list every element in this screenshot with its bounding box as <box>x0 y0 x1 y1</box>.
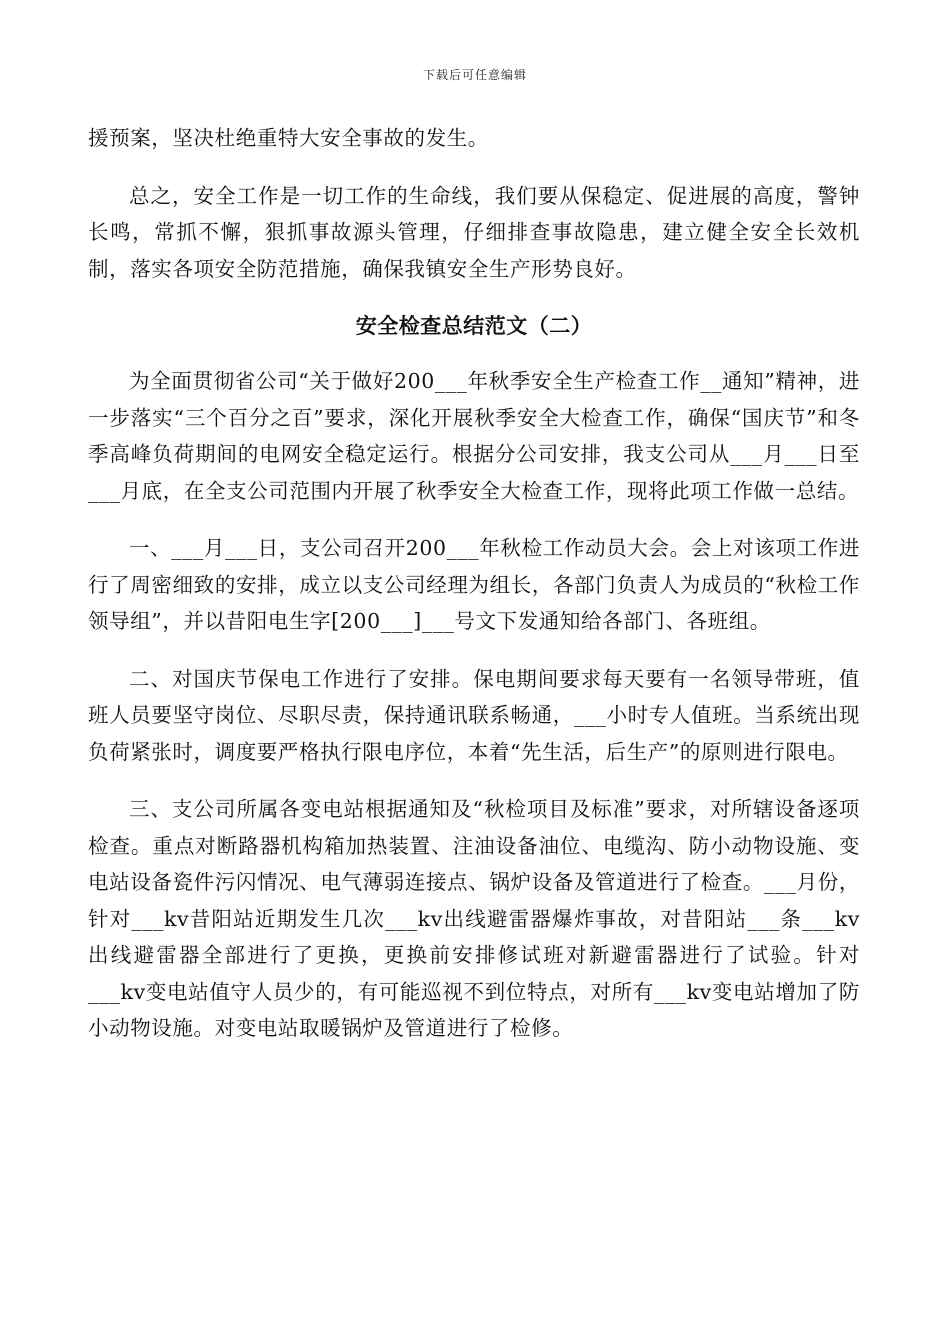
paragraph-item-2: 二、对国庆节保电工作进行了安排。保电期间要求每天要有一名领导带班，值班人员要坚守岗位、尽职尽责，保持通讯联系畅通，___小时专人值班。当系统出现负荷紧张时，调度要严格执行限电序位，本着“先生活，后生产”的原则进行限电。 <box>88 666 860 764</box>
section-title: 安全检查总结范文（二） <box>355 313 593 338</box>
page-header: 下载后可任意编辑 <box>422 68 527 82</box>
paragraph-continuation: 援预案，坚决杜绝重特大安全事故的发生。 <box>88 126 489 150</box>
paragraph-item-3: 三、支公司所属各变电站根据通知及“秋检项目及标准”要求，对所辖设备逐项检查。重点对断路器机构箱加热装置、注油设备油位、电缆沟、防小动物设施、变电站设备瓷件污闪情况、电气薄弱连接点、锅炉设备及管道进行了检查。___月份，针对___kv昔阳站近期发生几次___kv出线避雷器爆炸事故，对昔阳站___条___kv出线避雷器全部进行了更换，更换前安排修试班对新避雷器进行了试验。针对___kv变电站值守人员少的，有可能巡视不到位特点，对所有___kv变电站增加了防小动物设施。对变电站取暖锅炉及管道进行了检修。 <box>88 797 860 1040</box>
paragraph-intro: 为全面贯彻省公司“关于做好200___年秋季安全生产检查工作__通知”精神，进一步落实“三个百分之百”要求，深化开展秋季安全大检查工作，确保“国庆节”和冬季高峰负荷期间的电网安全稳定运行。根据分公司安排，我支公司从___月___日至___月底，在全支公司范围内开展了秋季安全大检查工作，现将此项工作做一总结。 <box>88 369 860 503</box>
paragraph-conclusion: 总之，安全工作是一切工作的生命线，我们要从保稳定、促进展的高度，警钟长鸣，常抓不懈，狠抓事故源头管理，仔细排查事故隐患，建立健全安全长效机制，落实各项安全防范措施，确保我镇安全生产形势良好。 <box>88 183 860 281</box>
document-body <box>88 120 860 1068</box>
paragraph-item-1: 一、___月___日，支公司召开200___年秋检工作动员大会。会上对该项工作进行了周密细致的安排，成立以支公司经理为组长，各部门负责人为成员的“秋检工作领导组”，并以昔阳电生字[200___]___号文下发通知给各部门、各班组。 <box>88 536 860 633</box>
